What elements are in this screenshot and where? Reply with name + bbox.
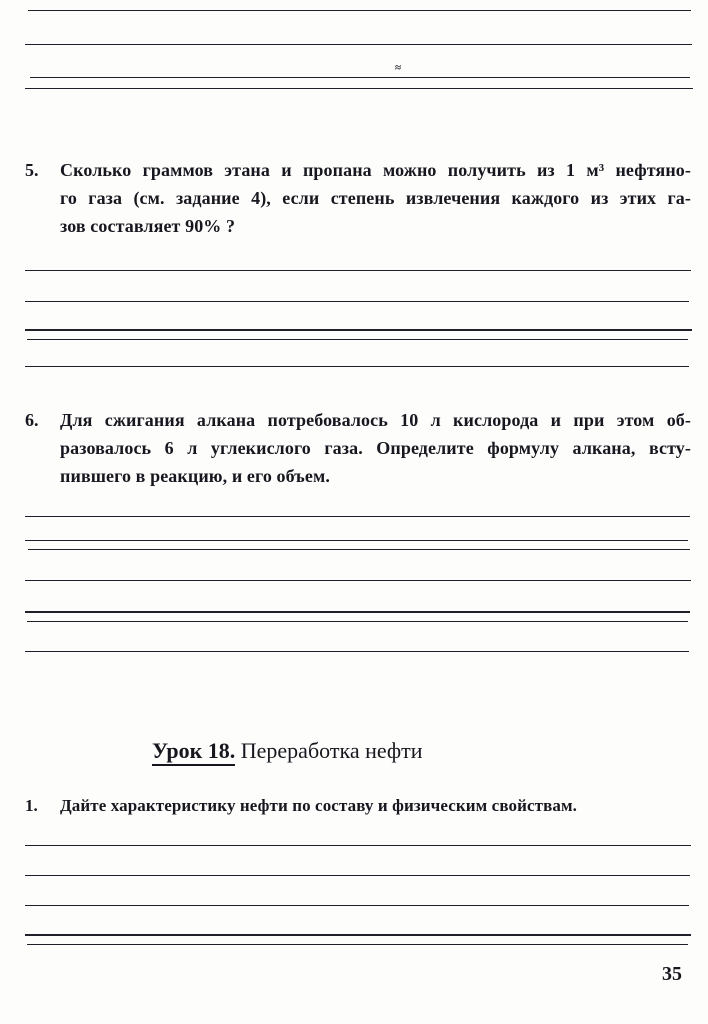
answer-line [25, 540, 688, 541]
question-number: 1. [25, 796, 38, 815]
question-text-line: пившего в реакцию, и его объем. [60, 466, 330, 486]
answer-line [25, 516, 690, 517]
question-5 [25, 156, 691, 240]
answer-line [25, 611, 690, 613]
answer-line [27, 339, 688, 340]
answer-line [30, 77, 690, 78]
answer-line [28, 10, 691, 11]
lesson-title: Переработка нефти [235, 738, 423, 763]
question-text-line: го газа (см. задание 4), если степень извлечения каждого из этих га- [60, 188, 691, 208]
question-text-line: Для сжигания алкана потребовалось 10 л кислорода и при этом об- [60, 410, 691, 430]
answer-line [25, 875, 690, 876]
answer-line [25, 270, 691, 271]
question-number: 6. [25, 410, 39, 430]
answer-line [25, 329, 692, 331]
lesson-heading [152, 738, 423, 764]
answer-line [25, 905, 689, 906]
question-1 [25, 792, 691, 820]
question-text-line: разовалось 6 л углекислого газа. Определите формулу алкана, всту- [60, 438, 691, 458]
answer-line [27, 621, 688, 622]
question-text [60, 792, 691, 820]
question-text [60, 156, 691, 240]
answer-line [25, 934, 691, 936]
answer-line [28, 549, 690, 550]
answer-line [25, 44, 692, 45]
question-text [60, 406, 691, 490]
answer-line [27, 944, 688, 945]
answer-line [25, 580, 691, 581]
question-text-line: зов составляет 90% ? [60, 216, 236, 236]
page-number: 35 [662, 963, 682, 985]
lesson-label: Урок 18. [152, 738, 235, 766]
question-6 [25, 406, 691, 490]
answer-line [25, 366, 689, 367]
answer-line [25, 845, 691, 846]
question-text-line: Сколько граммов этана и пропана можно получить из 1 м³ нефтяно- [60, 160, 691, 180]
answer-line [25, 88, 693, 89]
answer-line [25, 651, 689, 652]
question-text-line: Дайте характеристику нефти по составу и физическим свойствам. [60, 796, 577, 815]
answer-line [25, 301, 689, 302]
stray-mark: ≈ [395, 62, 402, 74]
question-number: 5. [25, 160, 39, 180]
